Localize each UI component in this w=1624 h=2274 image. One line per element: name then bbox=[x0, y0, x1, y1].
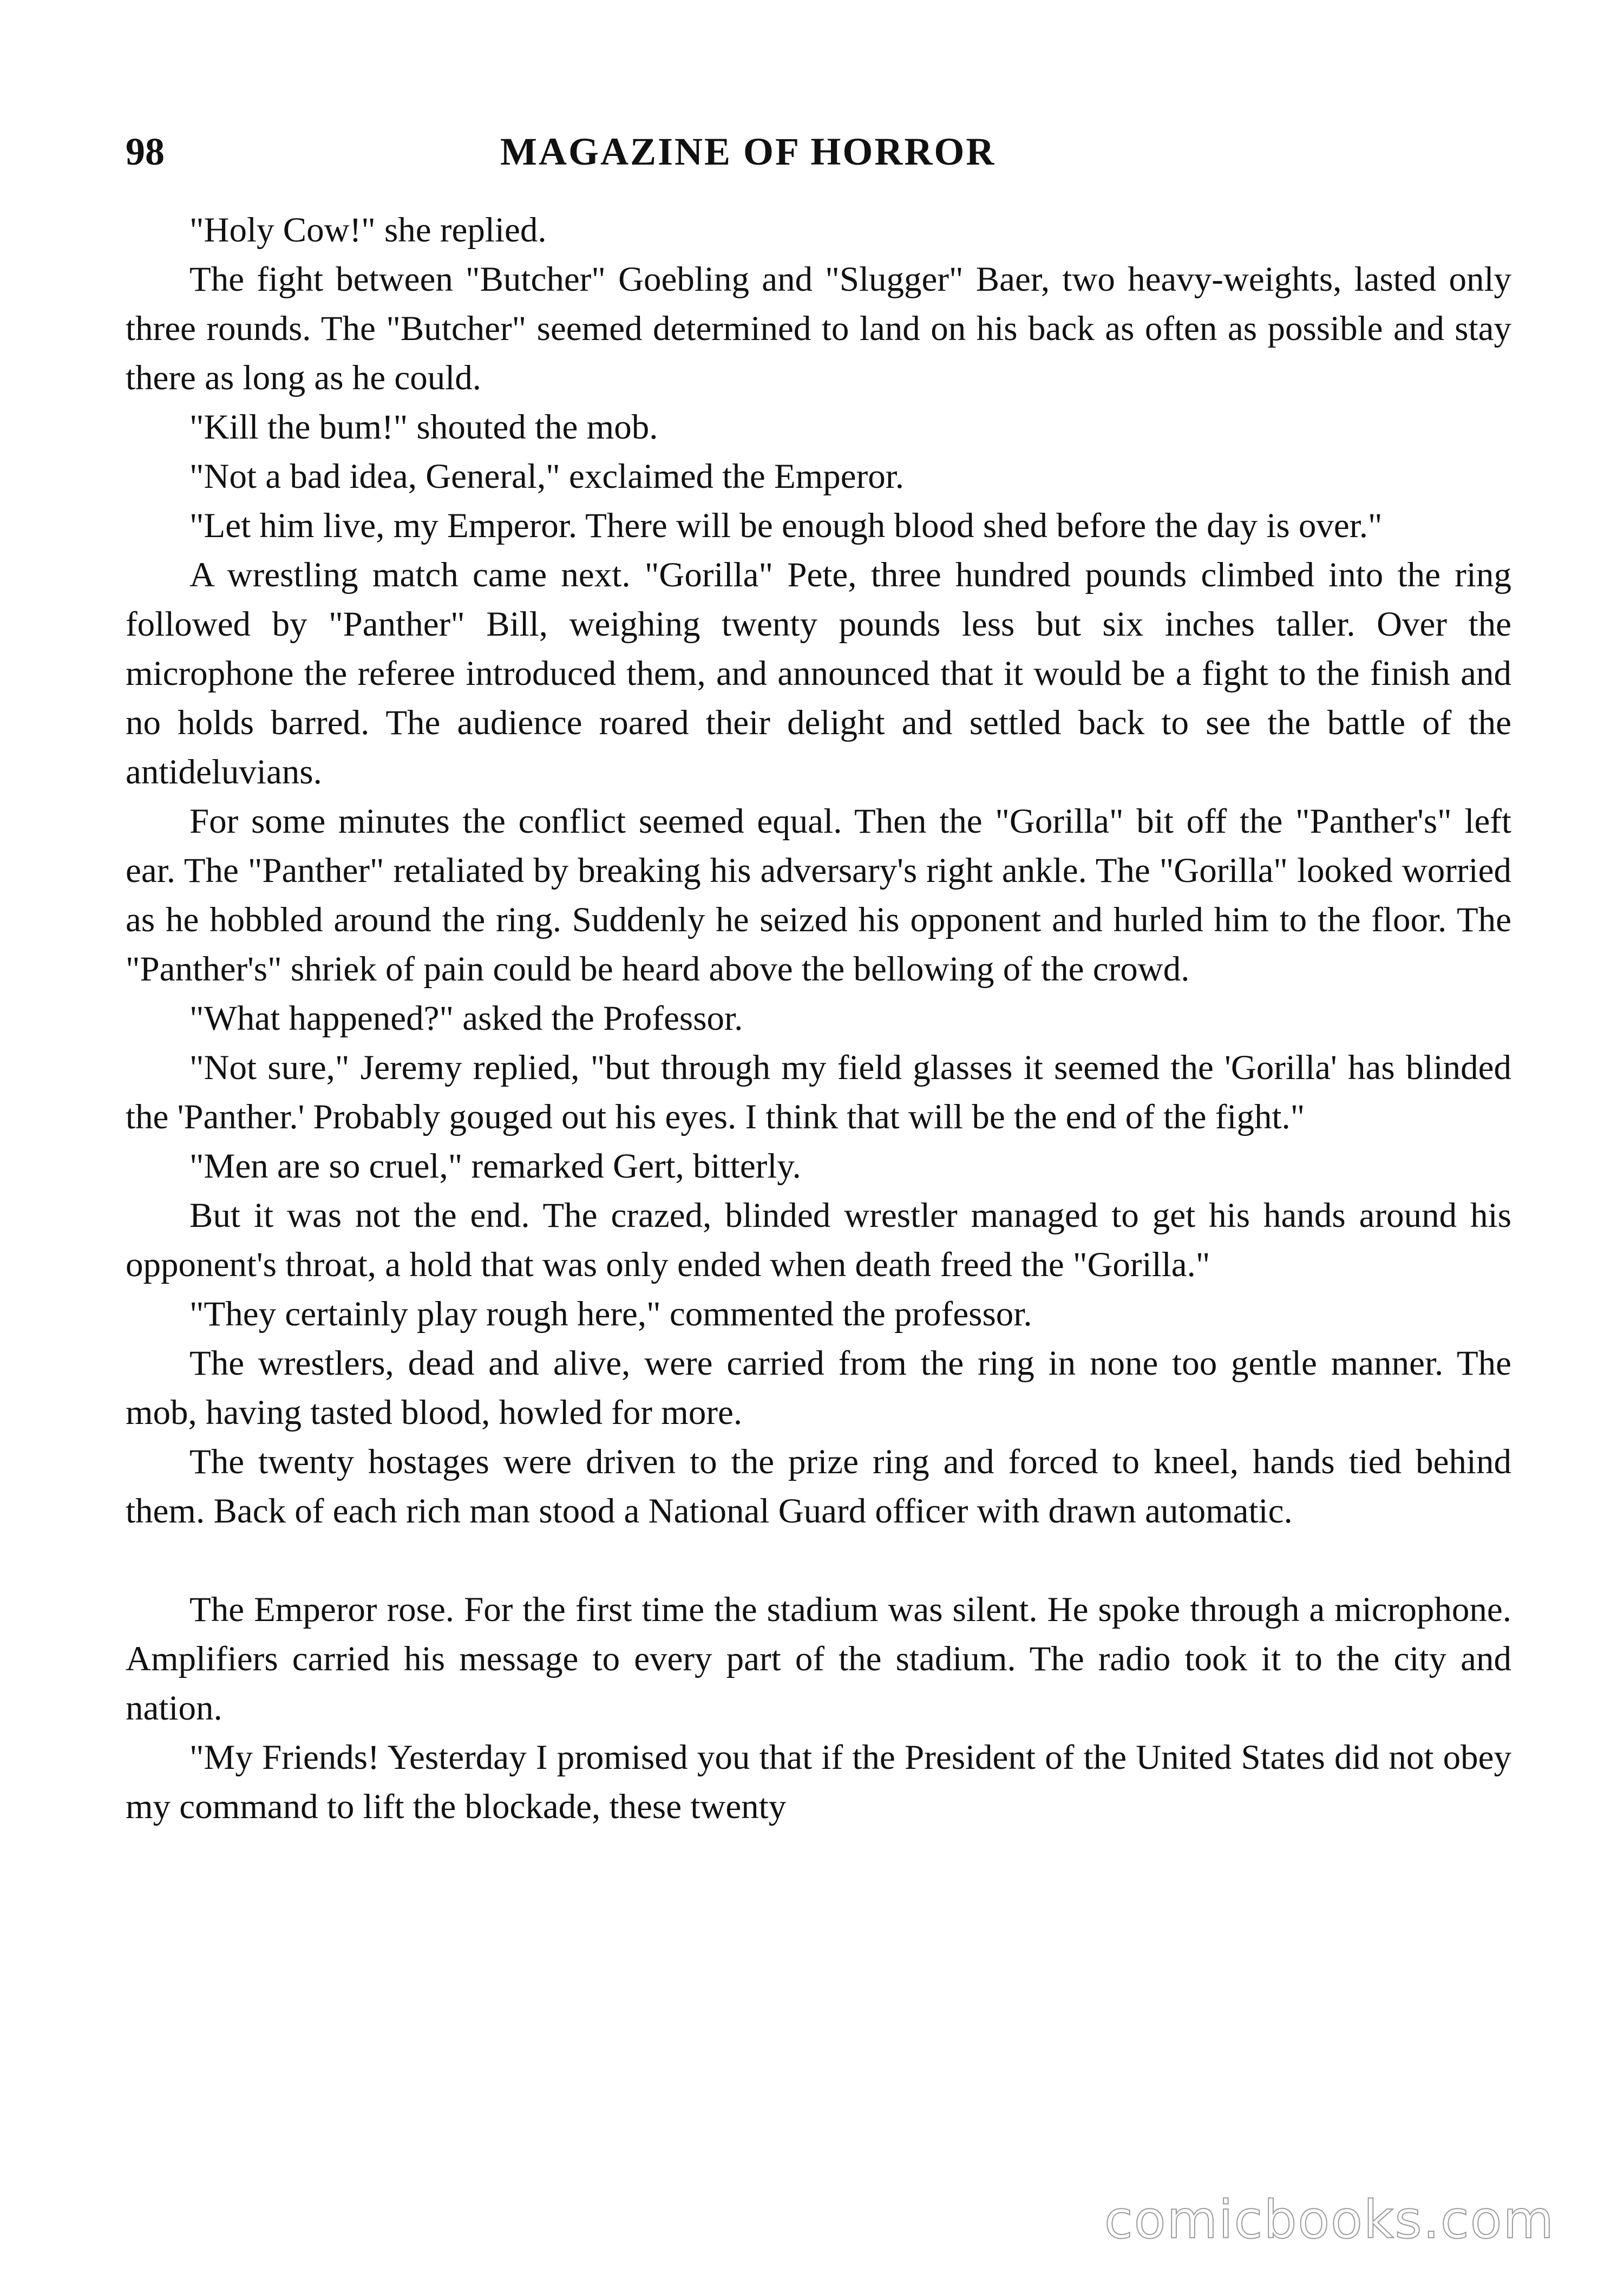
paragraph: The twenty hostages were driven to the prize ring and forced to kneel, hands tied behind them. Back of each rich man stood a National Guard officer with drawn automatic. bbox=[126, 1442, 1511, 1531]
paragraph: "They certainly play rough here," commented the professor. bbox=[189, 1295, 1032, 1334]
paragraph: For some minutes the conflict seemed equal. Then the "Gorilla" bit off the "Panther's" left ear. The "Panther" retaliated by breaking his adversary's right ankle. The "Gorilla" looked worried as he hobbled around the ring. Suddenly he seized his opponent and hurled him to the floor. The "Panther's" shriek of pain could be heard above the bellowing of the crowd. bbox=[126, 802, 1511, 989]
story-text bbox=[126, 206, 1511, 1832]
running-title: MAGAZINE OF HORROR bbox=[500, 130, 996, 173]
paragraph: The fight between "Butcher" Goebling and "Slugger" Baer, two heavy-weights, lasted only three rounds. The "Butcher" seemed determined to land on his back as often as possible and stay there as long as he could. bbox=[126, 260, 1511, 397]
paragraph: "Kill the bum!" shouted the mob. bbox=[189, 408, 658, 447]
paragraph: A wrestling match came next. "Gorilla" Pete, three hundred pounds climbed into the ring followed by "Panther" Bill, weighing twenty pounds less but six inches taller. Over the microphone the referee introduced them, and announced that it would be a fight to the finish and no holds barred. The audience roared their delight and settled back to see the battle of the antideluvians. bbox=[126, 556, 1511, 792]
paragraph: "My Friends! Yesterday I promised you that if the President of the United States did not obey my command to lift the blockade, these twenty bbox=[126, 1738, 1511, 1826]
paragraph: "Holy Cow!" she replied. bbox=[189, 211, 547, 250]
paragraph: "Let him live, my Emperor. There will be enough blood shed before the day is over." bbox=[189, 506, 1383, 545]
paragraph: But it was not the end. The crazed, blinded wrestler managed to get his hands around his opponent's throat, a hold that was only ended when death freed the "Gorilla." bbox=[126, 1196, 1511, 1284]
paragraph: The wrestlers, dead and alive, were carried from the ring in none too gentle manner. The mob, having tasted blood, howled for more. bbox=[126, 1344, 1511, 1432]
paragraph: "Men are so cruel," remarked Gert, bitterly. bbox=[189, 1147, 801, 1186]
paragraph: "Not a bad idea, General," exclaimed the Emperor. bbox=[189, 457, 905, 496]
paragraph: "What happened?" asked the Professor. bbox=[189, 999, 743, 1038]
paragraph: "Not sure," Jeremy replied, "but through my field glasses it seemed the 'Gorilla' has blinded the 'Panther.' Probably gouged out his eyes. I think that will be the end of the fight." bbox=[126, 1048, 1511, 1136]
paragraph: The Emperor rose. For the first time the stadium was silent. He spoke through a microphone. Amplifiers carried his message to every part of the stadium. The radio took it to the city and nation. bbox=[126, 1590, 1511, 1728]
page-header bbox=[126, 125, 1511, 179]
watermark: comicbooks.com bbox=[1104, 2190, 1555, 2250]
page-number: 98 bbox=[126, 130, 165, 173]
